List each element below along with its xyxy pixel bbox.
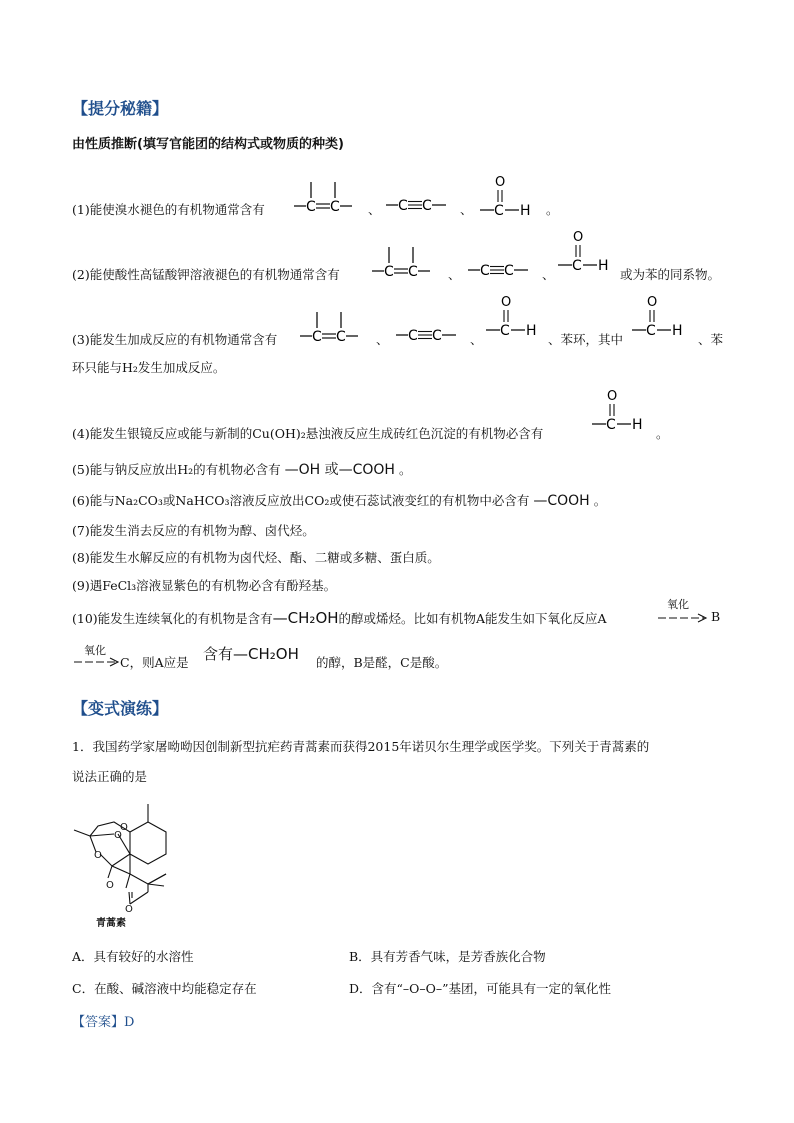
- item-10-mid: 的醇或烯烃。比如有机物A能发生如下氧化反应A: [338, 611, 607, 626]
- item-4-end: 。: [656, 426, 669, 441]
- item-6-text: (6)能与Na₂CO₃或NaHCO₃溶液反应放出CO₂或使石蕊试液变红的有机物中必含有: [72, 493, 530, 508]
- item-10-line1: [72, 609, 607, 627]
- alkyne-formula: [384, 195, 458, 215]
- item-3-cont: 环只能与H₂发生加成反应。: [72, 360, 226, 375]
- figure-caption: 青蒿素: [96, 918, 126, 929]
- item-5-text: (5)能与钠反应放出H₂的有机物必含有: [72, 462, 281, 477]
- item-1-text: (1)能使溴水褪色的有机物通常含有: [72, 202, 265, 217]
- subtitle: 由性质推断(填写官能团的结构式或物质的种类): [72, 137, 344, 152]
- aldehyde-formula: [484, 292, 550, 340]
- svg-text:O: O: [125, 904, 133, 914]
- reaction-arrow-icon: [656, 612, 710, 624]
- item-8-text: (8)能发生水解反应的有机物为卤代烃、酯、二糖或多糖、蛋白质。: [72, 550, 440, 565]
- item-4-text: (4)能发生银镜反应或能与新制的Cu(OH)₂悬浊液反应生成砖红色沉淀的有机物必含有: [72, 426, 544, 441]
- aldehyde-formula: [478, 172, 544, 220]
- answer-value: D: [124, 1015, 135, 1030]
- item-2-end: 或为苯的同系物。: [620, 267, 721, 282]
- ch2oh-formula-2: 含有—CH₂OH: [203, 645, 299, 663]
- item-3-end: 、苯: [698, 332, 724, 347]
- svg-text:O: O: [94, 850, 102, 861]
- aldehyde-formula: [630, 292, 696, 340]
- option-a[interactable]: A．具有较好的水溶性: [72, 949, 194, 964]
- section-title-practice: 【变式演练】: [72, 699, 169, 718]
- reaction-arrow-icon: [72, 656, 122, 668]
- item-2-text: (2)能使酸性高锰酸钾溶液褪色的有机物通常含有: [72, 267, 340, 282]
- alkene-formula: [298, 308, 372, 348]
- item-1-end: 。: [546, 202, 559, 217]
- answer-label: 【答案】: [72, 1015, 125, 1030]
- option-b[interactable]: B．具有芳香气味，是芳香族化合物: [349, 949, 546, 964]
- ch2oh-formula: —CH₂OH: [272, 609, 339, 627]
- separator: 、: [368, 202, 381, 217]
- separator: 、: [542, 267, 555, 282]
- item-7-text: (7)能发生消去反应的有机物为醇、卤代烃。: [72, 523, 315, 538]
- svg-text:O: O: [106, 880, 114, 891]
- oxidation-arrow-label: 氧化: [667, 598, 689, 611]
- separator: 、: [376, 332, 389, 347]
- alkyne-formula: [394, 325, 468, 345]
- item-9-text: (9)遇FeCl₃溶液显紫色的有机物必含有酚羟基。: [72, 578, 337, 593]
- separator: 、: [460, 202, 473, 217]
- svg-text:O: O: [120, 822, 128, 833]
- question-stem-2: 说法正确的是: [72, 769, 148, 784]
- aldehyde-formula: [590, 386, 656, 434]
- product-c: C，则A应是: [120, 655, 189, 670]
- item-3-text: (3)能发生加成反应的有机物通常含有: [72, 332, 278, 347]
- section-title-tips: 【提分秘籍】: [72, 99, 169, 118]
- item-6-end: 。: [593, 493, 607, 508]
- answer: [72, 1011, 134, 1030]
- separator: 、: [448, 267, 461, 282]
- svg-text:O: O: [114, 830, 122, 841]
- item-5-end: 。: [398, 462, 412, 477]
- aldehyde-formula: [556, 227, 622, 275]
- carboxyl-formula: —COOH: [533, 493, 590, 509]
- item-6: [72, 491, 606, 509]
- option-c[interactable]: C．在酸、碱溶液中均能稳定存在: [72, 981, 257, 996]
- artemisinin-structure: [68, 796, 184, 914]
- item-1: [72, 200, 265, 218]
- hydroxyl-carboxyl-formula: —OH 或—COOH: [284, 462, 395, 478]
- oxidation-arrow-label: 氧化: [84, 644, 106, 657]
- question-stem-1: 1．我国药学家屠呦呦因创制新型抗疟药青蒿素而获得2015年诺贝尔生理学或医学奖。下列关于青蒿素的: [72, 739, 650, 754]
- item-5: [72, 459, 411, 479]
- option-d[interactable]: D．含有“–O–O–”基团，可能具有一定的氧化性: [349, 981, 612, 996]
- item-10-text: (10)能发生连续氧化的有机物是含有: [72, 611, 273, 626]
- alkyne-formula: [466, 260, 540, 280]
- alkene-formula: [292, 178, 366, 218]
- alkene-formula: [370, 243, 444, 283]
- separator: 、: [470, 332, 483, 347]
- item-10-end: 的醇，B是醛，C是酸。: [316, 655, 448, 670]
- item-3-mid: 、苯环，其中: [548, 332, 624, 347]
- product-b: B: [711, 609, 721, 624]
